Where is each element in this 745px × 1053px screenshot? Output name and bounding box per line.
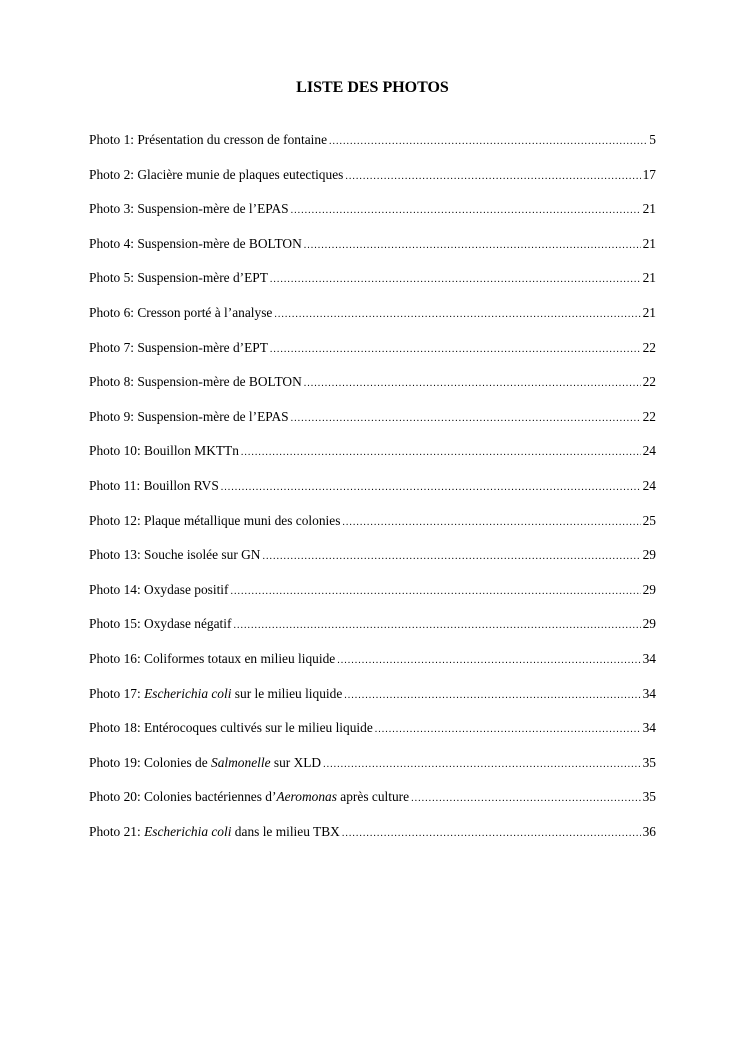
- entry-page-number: 22: [642, 374, 656, 390]
- entry-title: [89, 650, 335, 668]
- entry-page-number: 21: [642, 304, 656, 320]
- entry-title-part: après culture: [336, 789, 410, 805]
- entry-page-number: 34: [642, 650, 656, 666]
- list-entry[interactable]: [89, 269, 656, 304]
- entry-title-part: Photo 6: Cresson porté à l’analyse: [89, 304, 273, 320]
- entry-title-part: Photo 13: Souche isolée sur GN: [89, 547, 261, 563]
- entry-title: [89, 269, 268, 287]
- list-entry[interactable]: [89, 719, 656, 754]
- entry-page-number: 21: [642, 235, 656, 251]
- entry-title: [89, 788, 409, 806]
- entry-title-part: Photo 10: Bouillon MKTTn: [89, 443, 239, 459]
- list-entry[interactable]: [89, 339, 656, 374]
- dot-leader: [233, 617, 640, 635]
- dot-leader: [329, 133, 647, 151]
- entry-page-number: 35: [642, 789, 656, 805]
- entry-title-part: sur le milieu liquide: [231, 685, 343, 701]
- entry-title: [89, 823, 340, 841]
- list-entry[interactable]: [89, 788, 656, 823]
- dot-leader: [270, 271, 641, 289]
- entry-page-number: 22: [642, 408, 656, 424]
- entry-title: [89, 339, 268, 357]
- entry-title: [89, 615, 231, 633]
- entry-title-part: Photo 8: Suspension-mère de BOLTON: [89, 374, 302, 390]
- entry-title-italic-part: Escherichia coli: [144, 685, 232, 701]
- entry-page-number: 22: [642, 339, 656, 355]
- entry-page-number: 34: [642, 720, 656, 736]
- entry-title: [89, 235, 302, 253]
- entry-title: [89, 719, 373, 737]
- entry-title: [89, 166, 343, 184]
- entry-title-part: Photo 7: Suspension-mère d’EPT: [89, 339, 268, 355]
- photo-list: [89, 131, 656, 857]
- dot-leader: [270, 341, 641, 359]
- dot-leader: [304, 375, 641, 393]
- entry-title-part: Photo 21:: [89, 823, 145, 839]
- entry-title-part: Photo 5: Suspension-mère d’EPT: [89, 270, 268, 286]
- entry-title: [89, 373, 302, 391]
- dot-leader: [375, 721, 641, 739]
- entry-title-part: dans le milieu TBX: [231, 823, 340, 839]
- dot-leader: [337, 652, 640, 670]
- entry-title: [89, 581, 228, 599]
- list-entry[interactable]: [89, 304, 656, 339]
- list-entry[interactable]: [89, 166, 656, 201]
- entry-page-number: 35: [642, 754, 656, 770]
- dot-leader: [274, 306, 640, 324]
- list-entry[interactable]: [89, 754, 656, 789]
- list-entry[interactable]: [89, 512, 656, 547]
- entry-title: [89, 546, 260, 564]
- entry-page-number: 29: [642, 581, 656, 597]
- dot-leader: [291, 410, 641, 428]
- list-entry[interactable]: [89, 235, 656, 270]
- entry-title-part: Photo 19: Colonies de: [89, 754, 212, 770]
- entry-title-part: Photo 18: Entérocoques cultivés sur le milieu liquide: [89, 720, 373, 736]
- entry-page-number: 21: [642, 201, 656, 217]
- dot-leader: [241, 444, 641, 462]
- list-entry[interactable]: [89, 408, 656, 443]
- entry-title-part: Photo 9: Suspension-mère de l’EPAS: [89, 408, 289, 424]
- entry-title-part: Photo 15: Oxydase négatif: [89, 616, 232, 632]
- list-entry[interactable]: [89, 685, 656, 720]
- page-title: LISTE DES PHOTOS: [296, 79, 449, 96]
- entry-title: [89, 131, 327, 149]
- entry-title-italic-part: Aeromonas: [276, 789, 337, 805]
- dot-leader: [221, 479, 641, 497]
- entry-title-part: Photo 3: Suspension-mère de l’EPAS: [89, 201, 289, 217]
- list-entry[interactable]: [89, 581, 656, 616]
- entry-page-number: 36: [642, 823, 656, 839]
- list-entry[interactable]: [89, 477, 656, 512]
- dot-leader: [230, 583, 640, 601]
- entry-title: [89, 200, 289, 218]
- entry-title: [89, 512, 340, 530]
- entry-title-part: Photo 20: Colonies bactériennes d’: [89, 789, 277, 805]
- entry-page-number: 5: [649, 132, 656, 147]
- list-entry[interactable]: [89, 546, 656, 581]
- entry-title-part: Photo 11: Bouillon RVS: [89, 477, 219, 493]
- entry-title: [89, 685, 342, 703]
- entry-title-part: Photo 14: Oxydase positif: [89, 581, 229, 597]
- list-entry[interactable]: [89, 823, 656, 858]
- entry-page-number: 21: [642, 270, 656, 286]
- list-entry[interactable]: [89, 615, 656, 650]
- entry-title: [89, 754, 321, 772]
- dot-leader: [342, 825, 641, 843]
- entry-page-number: 34: [642, 685, 656, 701]
- dot-leader: [291, 202, 641, 220]
- entry-title-part: Photo 17:: [89, 685, 145, 701]
- entry-title-part: Photo 12: Plaque métallique muni des colonies: [89, 512, 341, 528]
- entry-page-number: 29: [642, 547, 656, 563]
- entry-title: [89, 408, 289, 426]
- list-entry[interactable]: [89, 373, 656, 408]
- entry-title-part: Photo 1: Présentation du cresson de fontaine: [89, 132, 328, 147]
- dot-leader: [411, 790, 641, 808]
- entry-title-part: Photo 16: Coliformes totaux en milieu liquide: [89, 650, 336, 666]
- entry-page-number: 24: [642, 443, 656, 459]
- entry-title-part: Photo 4: Suspension-mère de BOLTON: [89, 235, 302, 251]
- entry-title: [89, 442, 239, 460]
- entry-page-number: 17: [642, 166, 656, 182]
- dot-leader: [262, 548, 640, 566]
- list-entry[interactable]: [89, 200, 656, 235]
- entry-title-part: Photo 2: Glacière munie de plaques eutectiques: [89, 166, 344, 182]
- entry-title-italic-part: Escherichia coli: [144, 823, 232, 839]
- entry-page-number: 24: [642, 477, 656, 493]
- dot-leader: [342, 514, 640, 532]
- entry-title-part: sur XLD: [270, 754, 322, 770]
- list-entry[interactable]: [89, 131, 656, 166]
- dot-leader: [344, 687, 640, 705]
- dot-leader: [304, 237, 641, 255]
- entry-title: [89, 477, 219, 495]
- dot-leader: [323, 756, 641, 774]
- entry-page-number: 25: [642, 512, 656, 528]
- entry-title: [89, 304, 272, 322]
- list-entry[interactable]: [89, 442, 656, 477]
- list-entry[interactable]: [89, 650, 656, 685]
- dot-leader: [345, 168, 640, 186]
- entry-title-italic-part: Salmonelle: [211, 754, 271, 770]
- entry-page-number: 29: [642, 616, 656, 632]
